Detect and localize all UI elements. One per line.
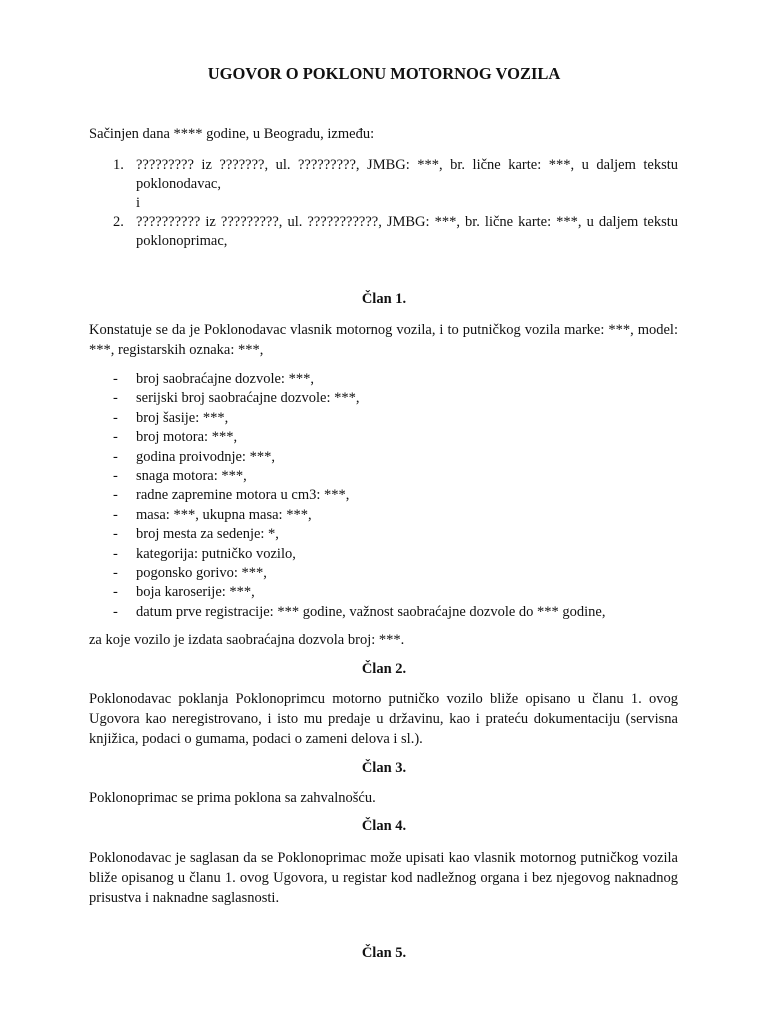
article-3-paragraph: Poklonoprimac se prima poklona sa zahvalnošću. (89, 790, 376, 806)
party-text: ????????? iz ???????, ul. ?????????, JMBG: ***, br. lične karte: ***, u daljem tekstu poklonodavac, (136, 157, 678, 192)
list-item (89, 525, 678, 544)
article-1-heading: Član 1. (361, 291, 407, 307)
list-item-text: boja karoserije: ***, (136, 584, 255, 601)
list-item-text: masa: ***, ukupna masa: ***, (136, 506, 312, 523)
list-dash: - (113, 584, 118, 601)
list-item-text: broj mesta za sedenje: *, (136, 526, 279, 543)
party-connector: i (136, 195, 141, 211)
list-item-text: serijski broj saobraćajne dozvole: ***, (136, 390, 360, 407)
list-item (89, 545, 678, 564)
list-item (89, 583, 678, 602)
article-2-paragraph: Poklonodavac poklanja Poklonoprimcu motorno putničko vozilo bliže opisano u članu 1. ovog Ugovora kao neregistrovano, i isto mu predaje u državinu, kao i prateću dokumentaciju (servisna knjižica, podaci o gumama, podaci o zameni delova i sl.). (89, 691, 678, 747)
list-item-text: radne zapremine motora u cm3: ***, (136, 487, 350, 504)
article-3-heading: Član 3. (361, 760, 407, 776)
party-item (89, 213, 678, 251)
list-dash: - (113, 448, 118, 465)
list-item-text: broj saobraćajne dozvole: ***, (136, 371, 314, 387)
list-dash: - (113, 506, 118, 523)
list-item-text: broj šasije: ***, (136, 409, 229, 426)
list-item (89, 409, 678, 428)
party-number: 1. (113, 157, 124, 173)
list-item (89, 603, 678, 622)
list-item (89, 370, 678, 389)
list-item-text: godina proivodnje: ***, (136, 448, 275, 465)
intro-text: Sačinjen dana **** godine, u Beogradu, između: (89, 126, 375, 142)
list-dash: - (113, 468, 118, 485)
article-2-heading: Član 2. (361, 661, 407, 677)
list-item (89, 389, 678, 408)
party-number: 2. (113, 214, 124, 230)
list-dash: - (113, 545, 118, 562)
list-dash: - (113, 409, 118, 426)
article-5-heading: Član 5. (361, 945, 407, 961)
list-dash: - (113, 526, 118, 543)
list-item (89, 448, 678, 467)
list-dash: - (113, 371, 118, 387)
party-item (89, 156, 678, 213)
article-4-paragraph: Poklonodavac je saglasan da se Poklonoprimac može upisati kao vlasnik motornog putničkog vozila bliže opisanog u članu 1. ovog Ugovora, u registar kod nadležnog organa i bez njegovog naknadnog prisustva i naknadne saglasnosti. (89, 850, 678, 906)
article-4-heading: Član 4. (361, 818, 407, 834)
list-item-text: datum prve registracije: *** godine, važnost saobraćajne dozvole do *** godine, (136, 603, 606, 620)
list-dash: - (113, 565, 118, 582)
list-item (89, 564, 678, 583)
list-item-text: broj motora: ***, (136, 429, 238, 446)
article-1-closing: za koje vozilo je izdata saobraćajna dozvola broj: ***. (89, 632, 405, 648)
list-item (89, 467, 678, 486)
list-item (89, 506, 678, 525)
document-title: UGOVOR O POKLONU MOTORNOG VOZILA (207, 64, 561, 83)
list-dash: - (113, 603, 118, 620)
list-item (89, 428, 678, 447)
list-dash: - (113, 429, 118, 446)
vehicle-details-list (89, 370, 678, 622)
article-1-paragraph: Konstatuje se da je Poklonodavac vlasnik motornog vozila, i to putničkog vozila marke: ***, model: ***, registarskih oznaka: ***, (89, 322, 678, 358)
list-item (89, 486, 678, 505)
parties-list (89, 156, 678, 251)
list-item-text: snaga motora: ***, (136, 468, 247, 485)
list-dash: - (113, 390, 118, 407)
party-text: ?????????? iz ?????????, ul. ???????????, JMBG: ***, br. lične karte: ***, u daljem tekstu poklonoprimac, (136, 214, 678, 249)
list-dash: - (113, 487, 118, 504)
list-item-text: kategorija: putničko vozilo, (136, 545, 296, 562)
list-item-text: pogonsko gorivo: ***, (136, 565, 267, 582)
